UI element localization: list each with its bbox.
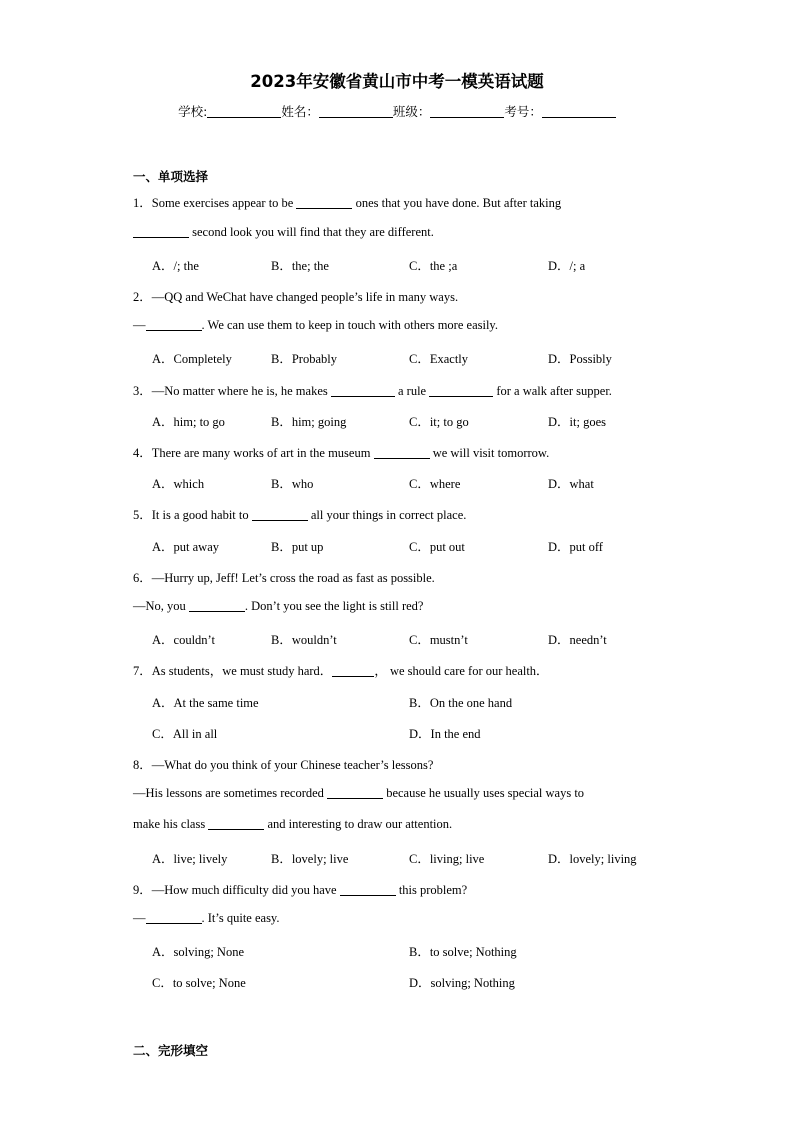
q7-option-b: B．On the one hand [409, 696, 513, 710]
q5-option-c: C．put out [409, 540, 465, 554]
class-label: 班级： [392, 104, 431, 119]
school-blank[interactable] [207, 105, 281, 118]
q7-option-d: D．In the end [409, 727, 481, 741]
answer-blank [340, 883, 396, 896]
q8-option-b: B．lovely; live [271, 852, 349, 866]
answer-blank [146, 318, 202, 331]
q9-option-c: C．to solve; None [152, 976, 246, 990]
q2-option-d: D．Possibly [548, 352, 612, 366]
section-heading-single-choice: 一、单项选择 [133, 169, 209, 184]
answer-blank [133, 225, 189, 238]
question-3-line-1: 3．—No matter where he is, he makes a rule for a walk after supper. [133, 384, 612, 398]
q8-option-a: A．live; lively [152, 852, 228, 866]
q6-option-c: C．mustn’t [409, 633, 468, 647]
q9-option-d: D．solving; Nothing [409, 976, 515, 990]
name-blank[interactable] [319, 105, 393, 118]
q5-option-d: D．put off [548, 540, 603, 554]
q5-option-a: A．put away [152, 540, 219, 554]
q3-option-a: A．him; to go [152, 415, 225, 429]
q6-option-b: B．wouldn’t [271, 633, 337, 647]
q3-option-c: C．it; to go [409, 415, 469, 429]
question-9-line-1: 9．—How much difficulty did you have this problem? [133, 883, 468, 897]
question-8-line-3: make his class and interesting to draw our attention. [133, 817, 453, 831]
answer-blank [252, 508, 308, 521]
answer-blank [429, 384, 493, 397]
question-6-line-1: 6．—Hurry up, Jeff! Let’s cross the road as fast as possible. [133, 571, 435, 585]
q4-option-b: B．who [271, 477, 314, 491]
q7-option-a: A．At the same time [152, 696, 259, 710]
exam-number-blank[interactable] [542, 105, 616, 118]
page-title: 2023年安徽省黄山市中考一模英语试题 [250, 72, 544, 91]
question-1-line-2: second look you will find that they are different. [133, 225, 434, 240]
question-2-line-2: — . We can use them to keep in touch with others more easily. [133, 318, 498, 332]
section-heading-cloze: 二、完形填空 [133, 1043, 209, 1058]
answer-blank [208, 817, 264, 830]
name-label: 姓名： [281, 104, 319, 119]
q1-option-c: C．the ;a [409, 259, 458, 273]
school-label: 学校: [178, 104, 208, 119]
exam-number-label: 考号： [504, 104, 542, 119]
q4-option-c: C．where [409, 477, 461, 491]
q3-option-d: D．it; goes [548, 415, 606, 429]
q4-option-a: A．which [152, 477, 205, 491]
answer-blank [332, 664, 374, 677]
question-1-line-1: 1．Some exercises appear to be ones that you have done. But after taking [133, 196, 562, 210]
answer-blank [296, 196, 352, 209]
q1-option-b: B．the; the [271, 259, 329, 273]
question-2-line-1: 2．—QQ and WeChat have changed people’s life in many ways. [133, 290, 459, 304]
answer-blank [327, 786, 383, 799]
q6-option-d: D．needn’t [548, 633, 607, 647]
q8-option-c: C．living; live [409, 852, 485, 866]
student-info-line [0, 102, 794, 120]
question-4-line-1: 4．There are many works of art in the museum we will visit tomorrow. [133, 446, 550, 460]
question-7-line-1: 7．As students，we must study hard． ， we should care for our health． [133, 664, 549, 678]
q1-option-a: A．/; the [152, 259, 199, 273]
q3-option-b: B．him; going [271, 415, 347, 429]
answer-blank [374, 446, 430, 459]
q6-option-a: A．couldn’t [152, 633, 215, 647]
question-8-line-1: 8．—What do you think of your Chinese teacher’s lessons? [133, 758, 434, 772]
q2-option-c: C．Exactly [409, 352, 469, 366]
q8-option-d: D．lovely; living [548, 852, 637, 866]
q7-option-c: C．All in all [152, 727, 218, 741]
question-8-line-2: —His lessons are sometimes recorded because he usually uses special ways to [133, 786, 585, 800]
q5-option-b: B．put up [271, 540, 324, 554]
q9-option-b: B．to solve; Nothing [409, 945, 517, 959]
q9-option-a: A．solving; None [152, 945, 245, 959]
q2-option-a: A．Completely [152, 352, 232, 366]
question-5-line-1: 5．It is a good habit to all your things in correct place. [133, 508, 467, 522]
class-blank[interactable] [430, 105, 504, 118]
question-6-line-2: —No, you . Don’t you see the light is still red? [133, 599, 424, 613]
q1-option-d: D．/; a [548, 259, 586, 273]
q2-option-b: B．Probably [271, 352, 337, 366]
question-9-line-2: — . It’s quite easy. [133, 911, 280, 925]
answer-blank [331, 384, 395, 397]
answer-blank [146, 911, 202, 924]
q4-option-d: D．what [548, 477, 594, 491]
answer-blank [189, 599, 245, 612]
